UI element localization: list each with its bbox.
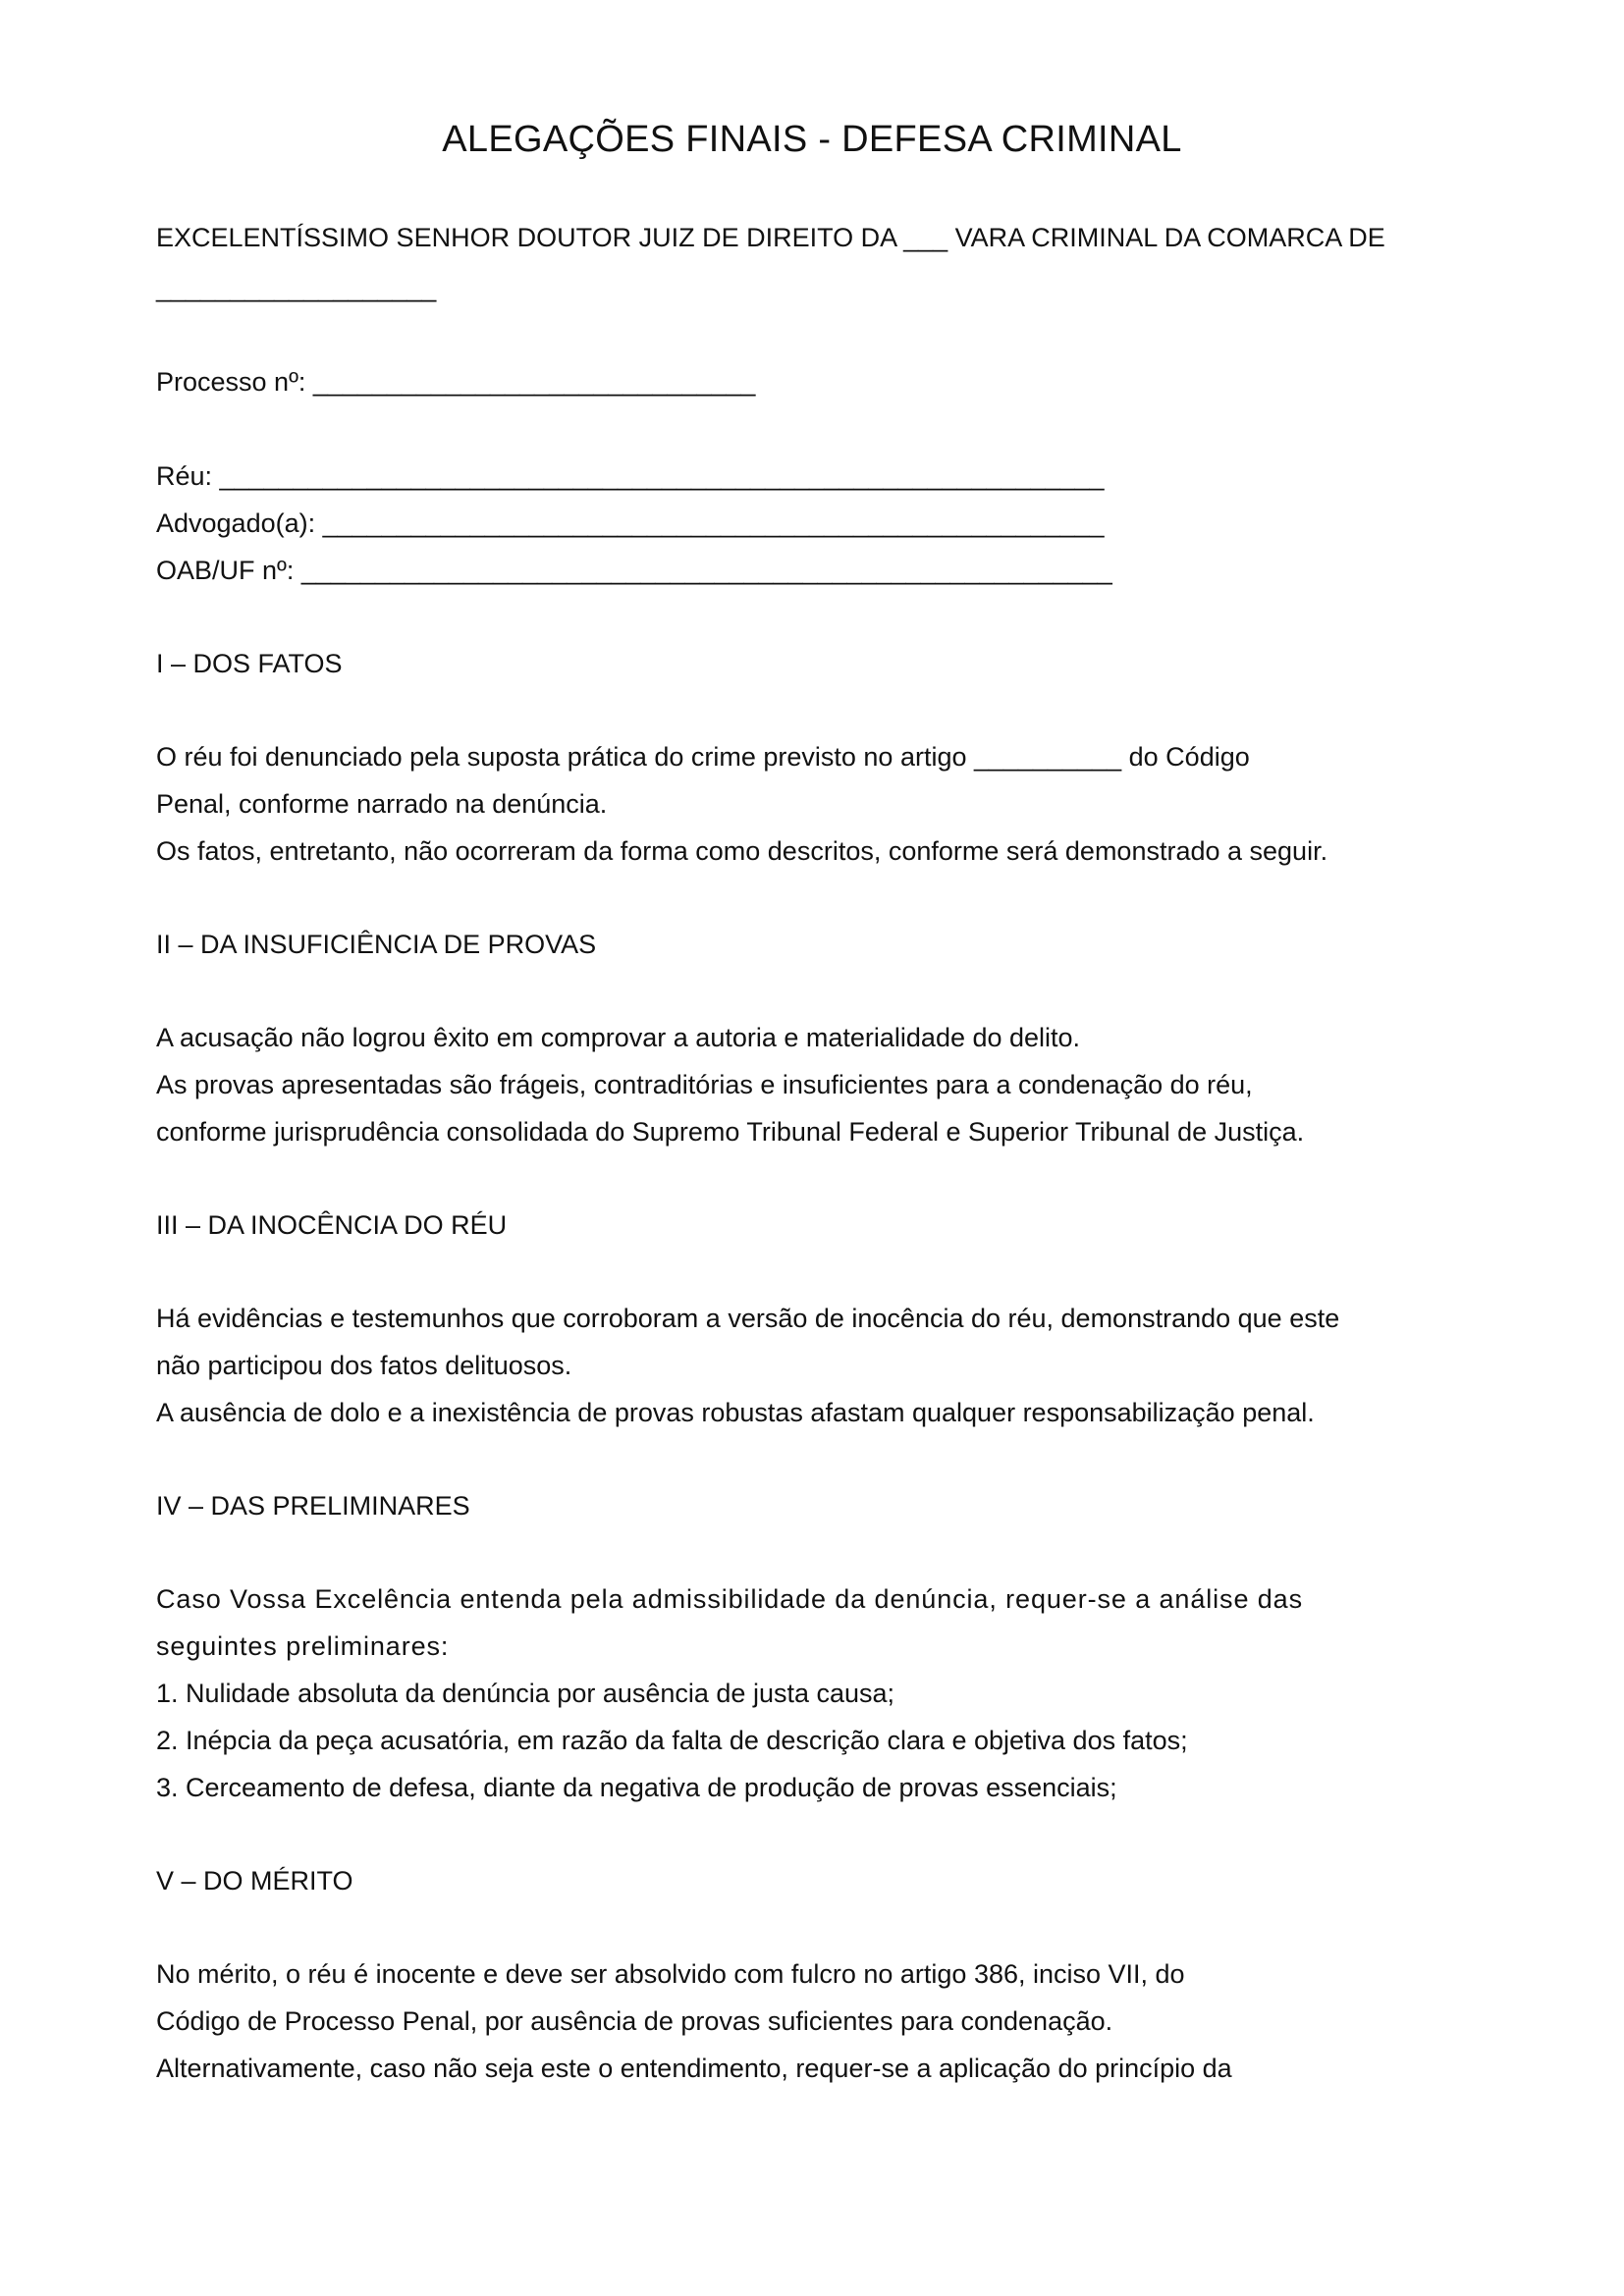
reu-field: Réu: ____________________________________________________________ bbox=[156, 461, 1105, 491]
addressee-comarca-blank: ___________________ bbox=[156, 273, 437, 302]
paragraph-line: Alternativamente, caso não seja este o entendimento, requer-se a aplicação do princípio da bbox=[156, 2054, 1232, 2083]
addressee-line: EXCELENTÍSSIMO SENHOR DOUTOR JUIZ DE DIREITO DA ___ VARA CRIMINAL DA COMARCA DE bbox=[156, 223, 1385, 252]
list-item: 1. Nulidade absoluta da denúncia por ausência de justa causa; bbox=[156, 1679, 895, 1708]
paragraph-line: Caso Vossa Excelência entenda pela admissibilidade da denúncia, requer-se a análise das bbox=[156, 1584, 1304, 1614]
paragraph-line: A ausência de dolo e a inexistência de provas robustas afastam qualquer responsabilização penal. bbox=[156, 1398, 1315, 1427]
paragraph-line: A acusação não logrou êxito em comprovar a autoria e materialidade do delito. bbox=[156, 1023, 1081, 1052]
oab-field: OAB/UF nº: _______________________________________________________ bbox=[156, 556, 1112, 585]
paragraph-line: conforme jurisprudência consolidada do Supremo Tribunal Federal e Superior Tribunal de Justiça. bbox=[156, 1117, 1305, 1147]
section-heading-merito: V – DO MÉRITO bbox=[156, 1866, 353, 1896]
section-heading-fatos: I – DOS FATOS bbox=[156, 649, 343, 678]
paragraph-line: O réu foi denunciado pela suposta prática do crime previsto no artigo __________ do Código bbox=[156, 742, 1250, 772]
list-item: 2. Inépcia da peça acusatória, em razão da falta de descrição clara e objetiva dos fatos; bbox=[156, 1726, 1188, 1755]
paragraph-line: Há evidências e testemunhos que corroboram a versão de inocência do réu, demonstrando que este bbox=[156, 1304, 1340, 1333]
paragraph-line: As provas apresentadas são frágeis, contraditórias e insuficientes para a condenação do réu, bbox=[156, 1070, 1253, 1099]
processo-field: Processo nº: ______________________________ bbox=[156, 367, 756, 397]
paragraph-line: Penal, conforme narrado na denúncia. bbox=[156, 789, 608, 819]
paragraph-line: Os fatos, entretanto, não ocorreram da forma como descritos, conforme será demonstrado a seguir. bbox=[156, 836, 1328, 866]
paragraph-line: Código de Processo Penal, por ausência de provas suficientes para condenação. bbox=[156, 2006, 1113, 2036]
section-heading-provas: II – DA INSUFICIÊNCIA DE PROVAS bbox=[156, 930, 597, 959]
paragraph-line: No mérito, o réu é inocente e deve ser absolvido com fulcro no artigo 386, inciso VII, do bbox=[156, 1959, 1185, 1989]
advogado-field: Advogado(a): _____________________________________________________ bbox=[156, 508, 1105, 538]
document-title: ALEGAÇÕES FINAIS - DEFESA CRIMINAL bbox=[442, 119, 1182, 160]
paragraph-line: seguintes preliminares: bbox=[156, 1631, 450, 1661]
section-heading-inocencia: III – DA INOCÊNCIA DO RÉU bbox=[156, 1210, 508, 1240]
paragraph-line: não participou dos fatos delituosos. bbox=[156, 1351, 572, 1380]
list-item: 3. Cerceamento de defesa, diante da negativa de produção de provas essenciais; bbox=[156, 1773, 1117, 1802]
section-heading-preliminares: IV – DAS PRELIMINARES bbox=[156, 1491, 470, 1521]
